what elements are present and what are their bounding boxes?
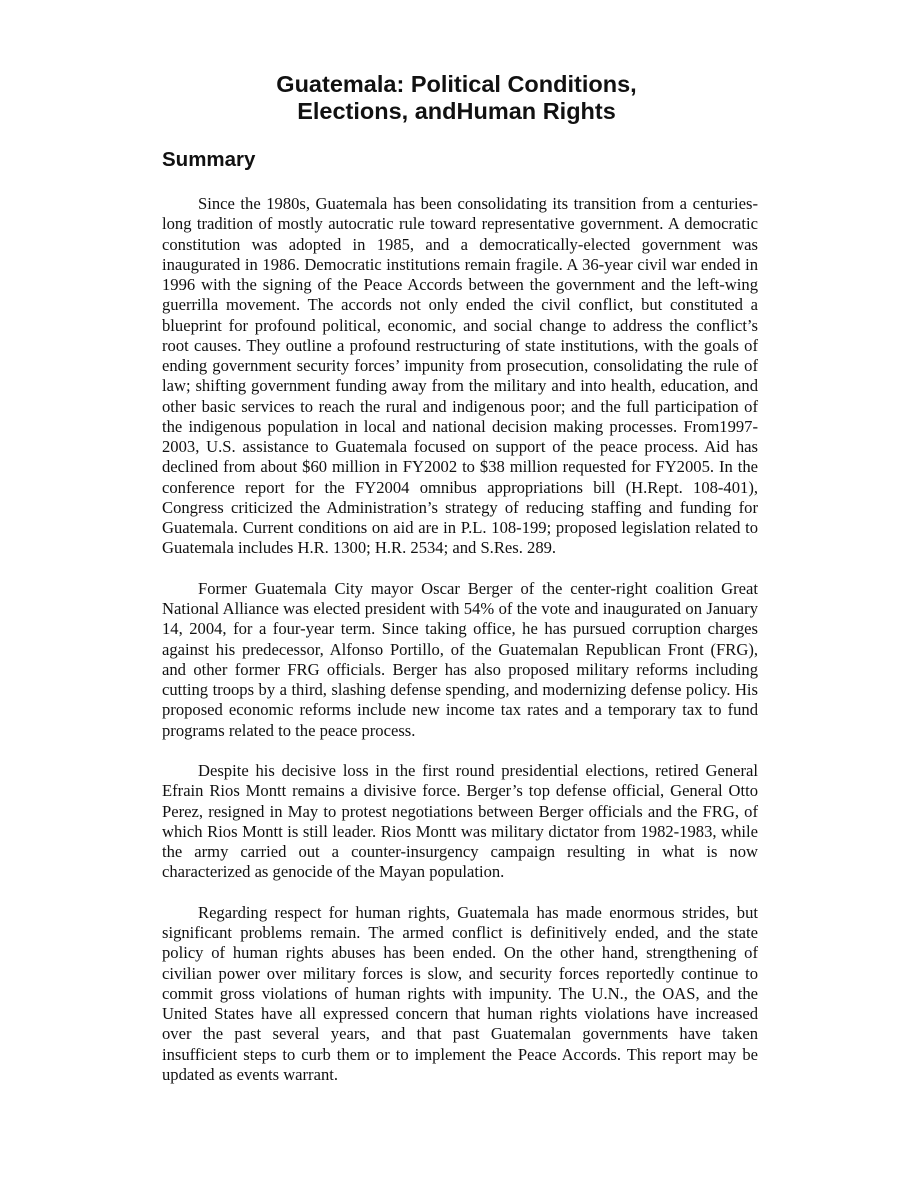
summary-heading: Summary [162,148,256,171]
document-title [0,71,913,125]
summary-paragraph-2: Former Guatemala City mayor Oscar Berger of the center-right coalition Great National Alliance was elected president with 54% of the vote and inaugurated on January 14, 2004, for a four-year term. Since taking office, he has pursued corruption charges against his predecessor, Alfonso Portillo, of the Guatemalan Republican Front (FRG), and other former FRG officials. Berger has also proposed military reforms including cutting troops by a third, slashing defense spending, and modernizing defense policy. His proposed economic reforms include new income tax rates and a temporary tax to fund programs related to the peace process. [162,578,758,740]
summary-paragraph-4: Regarding respect for human rights, Guatemala has made enormous strides, but significant problems remain. The armed conflict is definitively ended, and the state policy of human rights abuses has been ended. On the other hand, strengthening of civilian power over military forces is slow, and security forces reportedly continue to commit gross violations of human rights with impunity. The U.N., the OAS, and the United States have all expressed concern that human rights violations have increased over the past several years, and that past Guatemalan governments have taken insufficient steps to curb them or to implement the Peace Accords. This report may be updated as events warrant. [162,902,758,1084]
summary-paragraph-3: Despite his decisive loss in the first round presidential elections, retired General Efrain Rios Montt remains a divisive force. Berger’s top defense official, General Otto Perez, resigned in May to protest negotiations between Berger officials and the FRG, of which Rios Montt is still leader. Rios Montt was military dictator from 1982-1983, while the army carried out a counter-insurgency campaign resulting in what is now characterized as genocide of the Mayan population. [162,761,758,882]
document-title-line-1: Guatemala: Political Conditions, [276,70,637,97]
document-title-line-2: Elections, andHuman Rights [297,97,616,124]
summary-body [162,194,758,1105]
summary-paragraph-1: Since the 1980s, Guatemala has been consolidating its transition from a centuries-long tradition of mostly autocratic rule toward representative government. A democratic constitution was adopted in 1985, and a democratically-elected government was inaugurated in 1986. Democratic institutions remain fragile. A 36-year civil war ended in 1996 with the signing of the Peace Accords between the government and the left-wing guerrilla movement. The accords not only ended the civil conflict, but constituted a blueprint for profound political, economic, and social change to address the conflict’s root causes. They outline a profound restructuring of state institutions, with the goals of ending government security forces’ impunity from prosecution, consolidating the rule of law; shifting government funding away from the military and into health, education, and other basic services to reach the rural and indigenous poor; and the full participation of the indigenous population in local and national decision making processes. From1997-2003, U.S. assistance to Guatemala focused on support of the peace process. Aid has declined from about $60 million in FY2002 to $38 million requested for FY2005. In the conference report for the FY2004 omnibus appropriations bill (H.Rept. 108-401), Congress criticized the Administration’s strategy of reducing staffing and funding for Guatemala. Current conditions on aid are in P.L. 108-199; proposed legislation related to Guatemala includes H.R. 1300; H.R. 2534; and S.Res. 289. [162,194,758,558]
